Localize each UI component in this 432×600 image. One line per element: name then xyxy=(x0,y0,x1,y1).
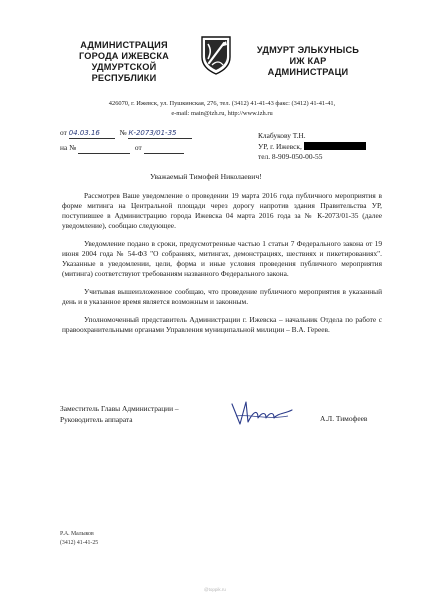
org-line: РЕСПУБЛИКИ xyxy=(91,73,157,83)
outgoing-registration xyxy=(60,128,192,139)
contact-line: e-mail: main@izh.ru, http://www.izh.ru xyxy=(171,110,273,117)
incoming-reference xyxy=(60,143,184,154)
body-paragraph: Уполномоченный представитель Администрации г. Ижевска – начальник Отдела по работе с правоохранительными органами Управления муниципальной милиции – В.А. Гереев. xyxy=(62,315,382,334)
addressee-phone: тел. 8-909-050-00-55 xyxy=(258,152,323,161)
izhevsk-coat-of-arms-icon xyxy=(199,35,233,75)
greeting: Уважаемый Тимофей Николаевич! xyxy=(150,172,262,181)
body-paragraph: Учитывая вышеизложенное сообщаю, что проведение публичного мероприятия в указанный день и в указанное время является возможным и законным. xyxy=(62,287,382,306)
addressee-address: УР, г. Ижевск, xyxy=(258,141,302,151)
redaction-bar xyxy=(304,142,366,150)
performer-name: Р.А. Малыков xyxy=(60,531,94,537)
performer-phone: (3412) 41-41-25 xyxy=(60,540,99,546)
watermark: @toppik.ru xyxy=(204,587,226,592)
on-number-label: на № xyxy=(60,143,77,152)
position-line: Руководитель аппарата xyxy=(60,414,133,424)
handwritten-signature xyxy=(228,398,298,428)
address-line: 426070, г. Ижевск, ул. Пушкинская, 276, тел. (3412) 41-41-43 факс: (3412) 41-41-41, xyxy=(108,100,336,107)
signatory-name: А.Л. Тимофеев xyxy=(320,414,368,423)
position-line: Заместитель Главы Администрации – xyxy=(60,404,179,413)
incoming-number-blank xyxy=(78,143,130,154)
letter-body xyxy=(62,191,382,343)
org-line: УДМУРТСКОЙ xyxy=(91,62,157,72)
org-line: ИЖ КАР xyxy=(289,56,327,66)
body-paragraph: Рассмотрев Ваше уведомление о проведении 19 марта 2016 года публичного мероприятия в форме митинга на Центральной площади через дорогу напротив здания Правительства УР, поступившее в Администрацию города Ижевска 04 марта 2016 года за № К-2073/01-35 (далее уведомление), сообщаю следующее. xyxy=(62,191,382,230)
outgoing-number: К-2073/01-35 xyxy=(128,128,192,139)
org-name-udmurt xyxy=(244,45,372,78)
signatory-position xyxy=(60,404,179,425)
org-line: ГОРОДА ИЖЕВСКА xyxy=(79,51,169,61)
org-address xyxy=(72,99,372,119)
number-label: № xyxy=(119,128,127,137)
org-line: УДМУРТ ЭЛЬКУНЫСЬ xyxy=(256,45,360,55)
outgoing-date: 04.03.16 xyxy=(69,128,115,139)
from-label: от xyxy=(60,128,67,137)
body-paragraph: Уведомление подано в сроки, предусмотренные частью 1 статьи 7 Федерального закона от 19 июня 2004 года № 54-ФЗ "О собраниях, митингах, демонстрациях, шествиях и пикетированиях". Указанные в уведомлении, цели, форма и иные условия проведения публичного мероприятия (митинга) соответствуют требованиям названного Федерального закона. xyxy=(62,239,382,278)
addressee-name: Клабукову Т.Н. xyxy=(258,131,306,140)
incoming-date-blank xyxy=(144,143,184,154)
org-line: АДМИНИСТРАЦИЯ xyxy=(80,40,168,50)
addressee-block xyxy=(258,131,366,163)
performer-block xyxy=(60,530,98,548)
org-line: АДМИНИСТРАЦИ xyxy=(267,67,349,77)
org-name-russian xyxy=(58,40,190,84)
on-from-label: от xyxy=(134,143,142,152)
